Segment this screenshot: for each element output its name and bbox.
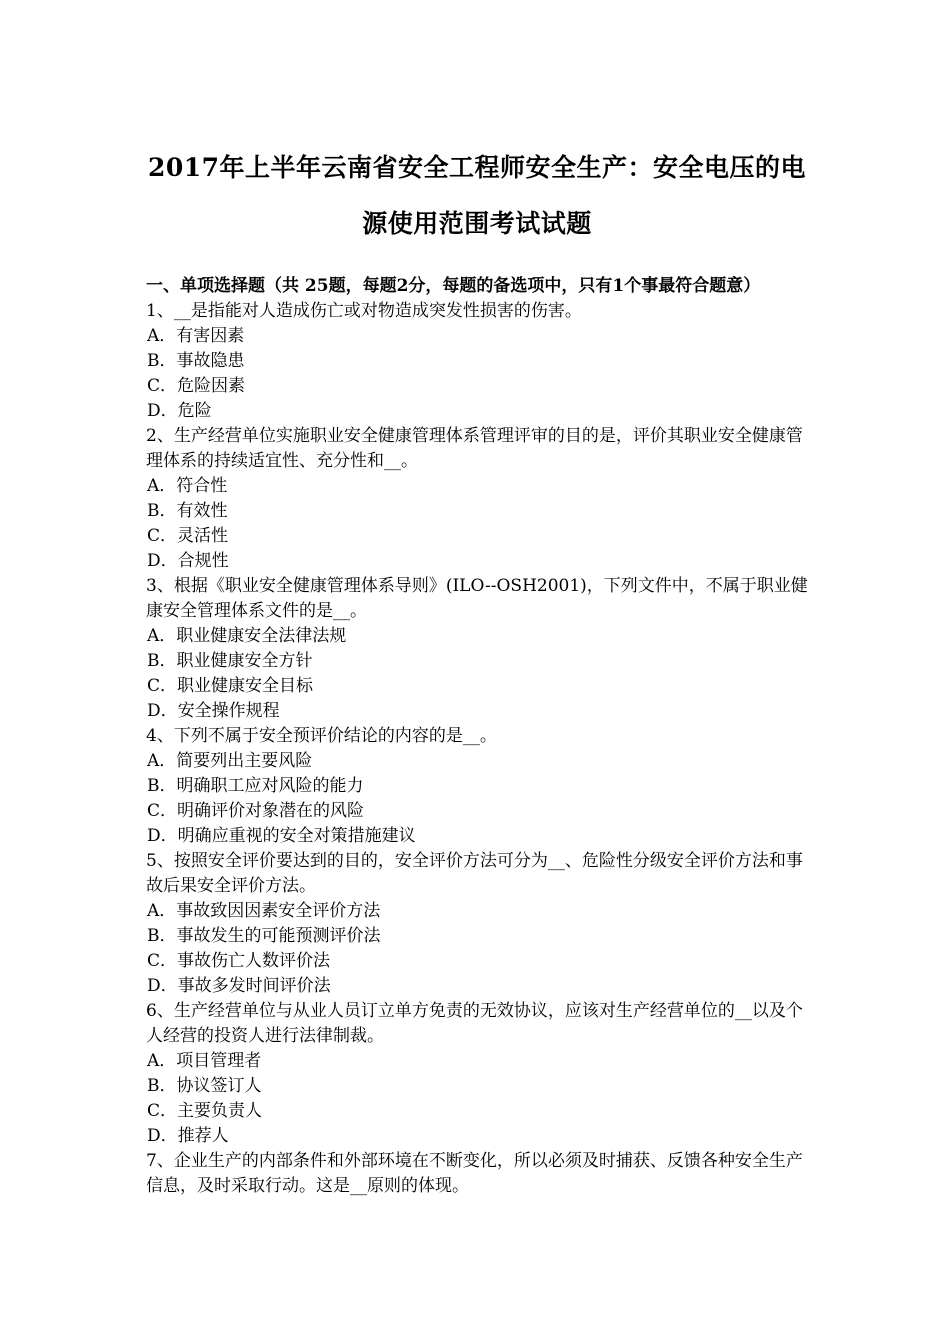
option-c: C．危险因素: [147, 376, 246, 396]
section-heading: 一、单项选择题（共 25题，每题2分，每题的备选项中，只有1个事最符合题意）: [146, 276, 761, 296]
option-b: B．事故隐患: [147, 351, 245, 371]
option-a: A．事故致因因素安全评价方法: [147, 901, 381, 921]
option-b: B．事故发生的可能预测评价法: [147, 926, 381, 946]
document-page: [146, 140, 808, 1199]
question-text: 1、__是指能对人造成伤亡或对物造成突发性损害的伤害。: [146, 301, 582, 321]
option-a: A．符合性: [147, 476, 228, 496]
option-b: B．职业健康安全方针: [147, 651, 313, 671]
question-text: 5、按照安全评价要达到的目的，安全评价方法可分为__、危险性分级安全评价方法和事故后果安全评价方法。: [146, 851, 803, 896]
document-title: [146, 140, 808, 252]
option-b: B．有效性: [147, 501, 228, 521]
question-text: 3、根据《职业安全健康管理体系导则》(ILO--OSH2001)，下列文件中，不属于职业健康安全管理体系文件的是__。: [146, 576, 808, 621]
option-a: A．项目管理者: [147, 1051, 262, 1071]
option-c: C．事故伤亡人数评价法: [147, 951, 331, 971]
option-c: C．主要负责人: [147, 1101, 263, 1121]
question-3: [146, 574, 808, 724]
question-1: [146, 299, 808, 424]
option-a: A．职业健康安全法律法规: [147, 626, 347, 646]
option-d: D．事故多发时间评价法: [147, 976, 331, 996]
option-a: A．简要列出主要风险: [147, 751, 313, 771]
question-list: [146, 299, 808, 1199]
question-text: 4、下列不属于安全预评价结论的内容的是__。: [146, 726, 497, 746]
option-d: D．推荐人: [147, 1126, 229, 1146]
option-b: B．明确职工应对风险的能力: [147, 776, 364, 796]
question-text: 6、生产经营单位与从业人员订立单方免责的无效协议，应该对生产经营单位的__以及个人经营的投资人进行法律制裁。: [146, 1001, 803, 1046]
title-line-1: 2017年上半年云南省安全工程师安全生产：安全电压的电: [147, 153, 807, 182]
option-d: D．合规性: [147, 551, 229, 571]
question-7: [146, 1149, 808, 1199]
option-d: D．危险: [147, 401, 212, 421]
option-c: C．灵活性: [147, 526, 229, 546]
title-line-2: 源使用范围考试试题: [362, 209, 592, 238]
option-c: C．职业健康安全目标: [147, 676, 314, 696]
option-c: C．明确评价对象潜在的风险: [147, 801, 365, 821]
question-5: [146, 849, 808, 999]
option-a: A．有害因素: [147, 326, 245, 346]
question-6: [146, 999, 808, 1149]
option-d: D．安全操作规程: [147, 701, 280, 721]
question-text: 2、生产经营单位实施职业安全健康管理体系管理评审的目的是，评价其职业安全健康管理体系的持续适宜性、充分性和__。: [146, 426, 803, 471]
question-4: [146, 724, 808, 849]
question-text: 7、企业生产的内部条件和外部环境在不断变化，所以必须及时捕获、反馈各种安全生产信息，及时采取行动。这是__原则的体现。: [146, 1151, 803, 1196]
question-2: [146, 424, 808, 574]
option-b: B．协议签订人: [147, 1076, 262, 1096]
option-d: D．明确应重视的安全对策措施建议: [147, 826, 416, 846]
